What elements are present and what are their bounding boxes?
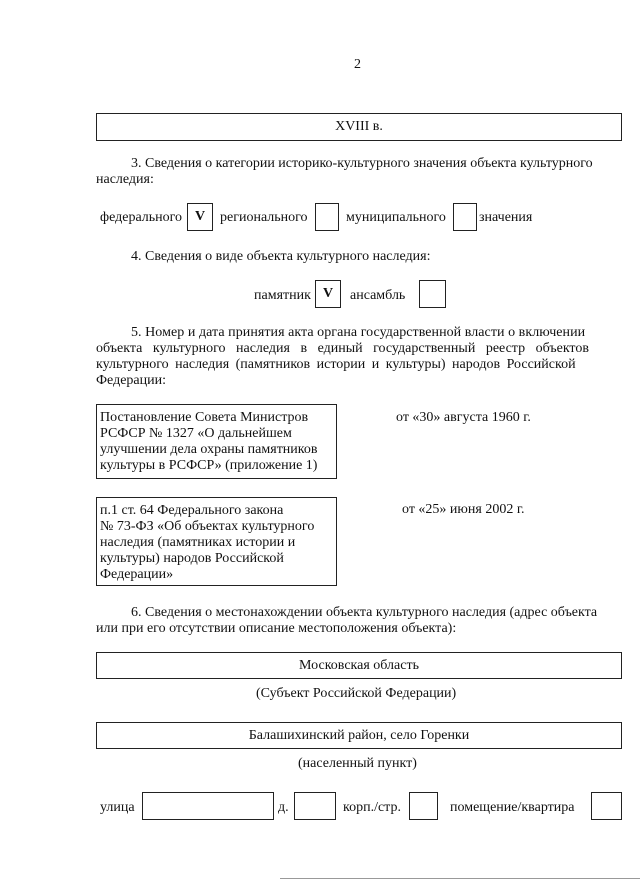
act2-line: наследия (памятниках истории и [100,535,296,550]
section6-line1: 6. Сведения о местонахождении объекта культурного наследия (адрес объекта [131,605,598,620]
building-label: корп./стр. [343,800,401,815]
section3-text-line2: наследия: [96,172,154,187]
section3-text-line1: 3. Сведения о категории историко-культурного значения объекта культурного [131,156,593,171]
bottom-edge-line [280,878,640,879]
act2-line: Федерации» [100,567,174,582]
subject-caption: (Субъект Российской Федерации) [256,686,457,701]
act1-date: от «30» августа 1960 г. [396,410,531,425]
act2-line: № 73-ФЗ «Об объектах культурного [100,519,315,534]
subject-box [96,652,622,679]
street-field[interactable] [142,792,274,820]
act2-line: культуры) народов Российской [100,551,284,566]
locality-box [96,722,622,749]
section5-line2: объекта культурного наследия в единый государственный реестр объектов [96,341,589,356]
act2-date: от «25» июня 2002 г. [402,502,525,517]
monument-checkbox[interactable]: V [315,280,341,308]
regional-checkbox[interactable] [315,203,339,231]
section5-line3: культурного наследия (памятников истории и культуры) народов Российской [96,357,576,372]
period-value: XVIII в. [335,119,383,134]
significance-label: значения [479,210,533,225]
section5-line4: Федерации: [96,373,167,388]
act1-line: улучшении дела охраны памятников [100,442,318,457]
ensemble-checkbox[interactable] [419,280,446,308]
act1-box [96,404,337,479]
street-label: улица [100,800,135,815]
federal-checkbox[interactable]: V [187,203,213,231]
apartment-field[interactable] [591,792,622,820]
section5-line1: 5. Номер и дата принятия акта органа государственной власти о включении [131,325,586,340]
regional-label: регионального [220,210,308,225]
section6-line2: или при его отсутствии описание местоположения объекта): [96,621,457,636]
locality-value: Балашихинский район, село Горенки [248,728,470,743]
act1-line: РСФСР № 1327 «О дальнейшем [100,426,292,441]
ensemble-label: ансамбль [350,288,406,303]
monument-label: памятник [254,288,311,303]
period-box [96,113,622,141]
subject-value: Московская область [299,658,419,673]
section4-text: 4. Сведения о виде объекта культурного наследия: [131,249,431,264]
building-field[interactable] [409,792,438,820]
locality-caption: (населенный пункт) [298,756,417,771]
apartment-label: помещение/квартира [450,800,575,815]
page-number: 2 [354,57,361,72]
act1-line: Постановление Совета Министров [100,410,309,425]
act2-line: п.1 ст. 64 Федерального закона [100,503,284,518]
house-label: д. [278,800,289,815]
municipal-label: муниципального [346,210,446,225]
act2-box [96,497,337,586]
federal-label: федерального [100,210,183,225]
municipal-checkbox[interactable] [453,203,477,231]
act1-line: культуры в РСФСР» (приложение 1) [100,458,318,473]
house-field[interactable] [294,792,336,820]
